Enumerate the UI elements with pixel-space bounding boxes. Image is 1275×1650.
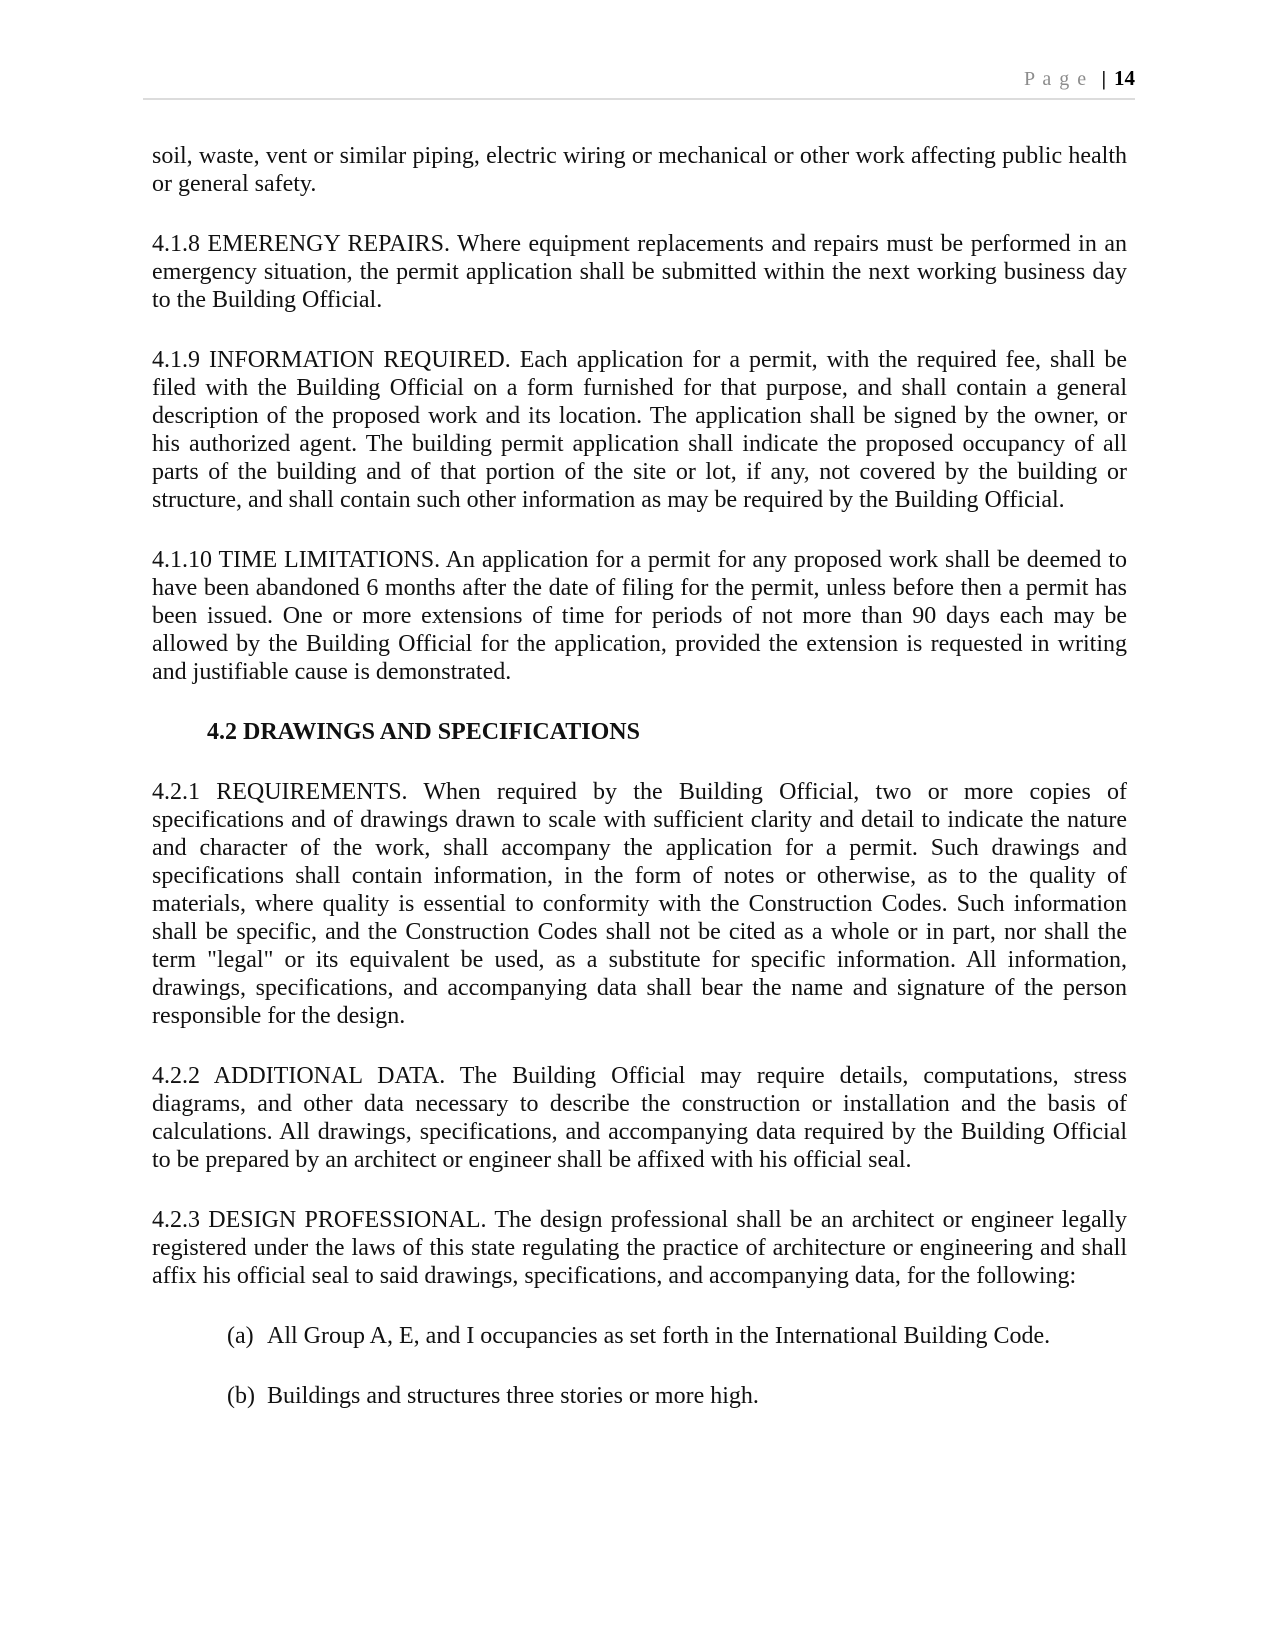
page-header xyxy=(143,66,1135,100)
paragraph-section-4-1-10: 4.1.10 TIME LIMITATIONS. An application for a permit for any proposed work shall be deemed to have been abandoned 6 months after the date of filing for the permit, unless before then a permit has been issued. One or more extensions of time for periods of not more than 90 days each may be allowed by the Building Official for the application, provided the extension is requested in writing and justifiable cause is demonstrated. xyxy=(152,547,1127,685)
section-heading-4-2: 4.2 DRAWINGS AND SPECIFICATIONS xyxy=(207,719,640,745)
page-header-label: P a g e xyxy=(1023,68,1088,90)
paragraph-intro-continuation: soil, waste, vent or similar piping, electric wiring or mechanical or other work affecting public health or general safety. xyxy=(152,143,1127,197)
page-number: 14 xyxy=(1114,66,1135,90)
list-item-a xyxy=(227,1322,1127,1350)
paragraph-section-4-2-2: 4.2.2 ADDITIONAL DATA. The Building Official may require details, computations, stress diagrams, and other data necessary to describe the construction or installation and the basis of calculations. All drawings, specifications, and accompanying data required by the Building Official to be prepared by an architect or engineer shall be affixed with his official seal. xyxy=(152,1063,1127,1173)
list-item-a-text: All Group A, E, and I occupancies as set forth in the International Building Code. xyxy=(267,1323,1051,1349)
paragraph-section-4-1-9: 4.1.9 INFORMATION REQUIRED. Each application for a permit, with the required fee, shall be filed with the Building Official on a form furnished for that purpose, and shall contain a general description of the proposed work and its location. The application shall be signed by the owner, or his authorized agent. The building permit application shall indicate the proposed occupancy of all parts of the building and of that portion of the site or lot, if any, not covered by the building or structure, and shall contain such other information as may be required by the Building Official. xyxy=(152,347,1127,513)
list-item-a-marker: (a) xyxy=(227,1323,254,1349)
paragraph-section-4-1-8: 4.1.8 EMERENGY REPAIRS. Where equipment replacements and repairs must be performed in an emergency situation, the permit application shall be submitted within the next working business day to the Building Official. xyxy=(152,231,1127,313)
list-item-b-marker: (b) xyxy=(227,1383,255,1409)
page-header-separator: | xyxy=(1101,68,1106,90)
list-item-b xyxy=(227,1382,1127,1410)
list-item-b-text: Buildings and structures three stories or more high. xyxy=(267,1383,759,1409)
paragraph-section-4-2-3: 4.2.3 DESIGN PROFESSIONAL. The design professional shall be an architect or engineer legally registered under the laws of this state regulating the practice of architecture or engineering and shall affix his official seal to said drawings, specifications, and accompanying data, for the following: xyxy=(152,1207,1127,1289)
paragraph-section-4-2-1: 4.2.1 REQUIREMENTS. When required by the Building Official, two or more copies of specifications and of drawings drawn to scale with sufficient clarity and detail to indicate the nature and character of the work, shall accompany the application for a permit. Such drawings and specifications shall contain information, in the form of notes or otherwise, as to the quality of materials, where quality is essential to conformity with the Construction Codes. Such information shall be specific, and the Construction Codes shall not be cited as a whole or in part, nor shall the term "legal" or its equivalent be used, as a substitute for specific information. All information, drawings, specifications, and accompanying data shall bear the name and signature of the person responsible for the design. xyxy=(152,779,1127,1029)
document-body xyxy=(152,142,1127,1410)
